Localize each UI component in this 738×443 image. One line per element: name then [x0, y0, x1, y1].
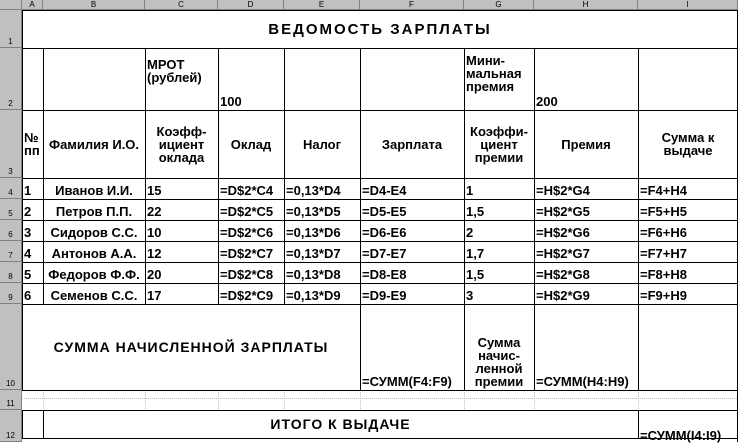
header-salary[interactable]: Зарплата [381, 136, 443, 152]
column-header-c[interactable]: C [145, 0, 218, 10]
column-header-f[interactable]: F [360, 0, 464, 10]
cell-payout[interactable]: =F9+H9 [640, 288, 687, 303]
header-payout[interactable]: Сумма к выдаче [661, 130, 715, 158]
header-salary-coef[interactable]: Коэфф- ициент оклада [156, 123, 207, 165]
cell-premium[interactable]: =H$2*G4 [536, 183, 590, 198]
cell-payout[interactable]: =F7+H7 [640, 246, 687, 261]
cell-base-pay[interactable]: =D$2*C9 [220, 288, 274, 303]
cell-payout[interactable]: =F6+H6 [640, 225, 687, 240]
cell-premium[interactable]: =H$2*G9 [536, 288, 590, 303]
header-premium-coef[interactable]: Коэффи- циент премии [470, 123, 528, 165]
cell-payout[interactable]: =F5+H5 [640, 204, 687, 219]
column-header-h[interactable]: H [534, 0, 638, 10]
column-header-e[interactable]: E [284, 0, 360, 10]
header-name[interactable]: Фамилия И.О. [48, 136, 140, 152]
total-salary-label[interactable]: СУММА НАЧИСЛЕННОЙ ЗАРПЛАТЫ [53, 338, 329, 355]
cell-tax[interactable]: =0,13*D7 [286, 246, 341, 261]
cell-premium[interactable]: =H$2*G6 [536, 225, 590, 240]
cell-num[interactable]: 1 [24, 183, 32, 198]
cell-salary-coef[interactable]: 10 [147, 225, 162, 240]
mrot-value[interactable]: 100 [220, 94, 242, 109]
row-header-5[interactable]: 5 [0, 199, 22, 220]
cell-tax[interactable]: =0,13*D5 [286, 204, 341, 219]
cell-base-pay[interactable]: =D$2*C6 [220, 225, 274, 240]
column-header-i[interactable]: I [638, 0, 738, 10]
cell-tax[interactable]: =0,13*D4 [286, 183, 341, 198]
cell-salary-coef[interactable]: 15 [147, 183, 162, 198]
cell-name[interactable]: Федоров Ф.Ф. [48, 267, 140, 282]
row-header-8[interactable]: 8 [0, 262, 22, 283]
cell-num[interactable]: 5 [24, 267, 32, 282]
cell-salary-coef[interactable]: 22 [147, 204, 162, 219]
sheet-title[interactable]: ВЕДОМОСТЬ ЗАРПЛАТЫ [268, 20, 492, 38]
cell-base-pay[interactable]: =D$2*C4 [220, 183, 274, 198]
cell-base-pay[interactable]: =D$2*C8 [220, 267, 274, 282]
row-header-9[interactable]: 9 [0, 283, 22, 304]
cell-num[interactable]: 4 [24, 246, 32, 261]
cell-salary-coef[interactable]: 20 [147, 267, 162, 282]
cell-premium[interactable]: =H$2*G7 [536, 246, 590, 261]
header-tax[interactable]: Налог [302, 136, 342, 152]
cell-salary[interactable]: =D8-E8 [362, 267, 407, 282]
cell-salary[interactable]: =D4-E4 [362, 183, 407, 198]
column-header-b[interactable]: B [43, 0, 145, 10]
row-header-11[interactable]: 11 [0, 390, 22, 410]
column-header-a[interactable]: A [22, 0, 43, 10]
cell-name[interactable]: Семенов С.С. [50, 288, 138, 303]
cell-salary[interactable]: =D6-E6 [362, 225, 407, 240]
row-header-2[interactable]: 2 [0, 48, 22, 110]
cell-salary-coef[interactable]: 12 [147, 246, 162, 261]
header-num[interactable]: № пп [24, 130, 40, 158]
row-header-10[interactable]: 10 [0, 304, 22, 390]
cell-tax[interactable]: =0,13*D9 [286, 288, 341, 303]
cell-base-pay[interactable]: =D$2*C5 [220, 204, 274, 219]
cell-tax[interactable]: =0,13*D8 [286, 267, 341, 282]
cell-num[interactable]: 6 [24, 288, 32, 303]
cell-name[interactable]: Петров П.П. [55, 204, 133, 219]
row-header-3[interactable]: 3 [0, 110, 22, 178]
min-premium-value[interactable]: 200 [536, 94, 558, 109]
row-header-6[interactable]: 6 [0, 220, 22, 241]
cell-num[interactable]: 3 [24, 225, 32, 240]
cell-premium-coef[interactable]: 1,5 [466, 204, 485, 219]
cell-base-pay[interactable]: =D$2*C7 [220, 246, 274, 261]
cell-premium-coef[interactable]: 2 [466, 225, 474, 240]
cell-payout[interactable]: =F8+H8 [640, 267, 687, 282]
cell-premium-coef[interactable]: 1,5 [466, 267, 485, 282]
cell-salary[interactable]: =D9-E9 [362, 288, 407, 303]
row-header-7[interactable]: 7 [0, 241, 22, 262]
row-header-1[interactable]: 1 [0, 10, 22, 48]
total-premium-label[interactable]: Сумма начис- ленной премии [474, 335, 524, 389]
column-header-g[interactable]: G [464, 0, 534, 10]
total-payout-label[interactable]: ИТОГО К ВЫДАЧЕ [270, 415, 411, 432]
cell-premium-coef[interactable]: 1 [466, 183, 474, 198]
row-header-4[interactable]: 4 [0, 178, 22, 199]
column-header-d[interactable]: D [218, 0, 284, 10]
cell-name[interactable]: Сидоров С.С. [50, 225, 138, 240]
cell-salary-coef[interactable]: 17 [147, 288, 162, 303]
mrot-label[interactable]: МРОТ (рублей) [147, 57, 202, 85]
cell-name[interactable]: Антонов А.А. [51, 246, 137, 261]
cell-num[interactable]: 2 [24, 204, 32, 219]
cell-salary[interactable]: =D5-E5 [362, 204, 407, 219]
min-premium-label[interactable]: Мини- мальная премия [466, 53, 522, 94]
header-base-pay[interactable]: Оклад [230, 136, 272, 152]
cell-premium-coef[interactable]: 1,7 [466, 246, 485, 261]
cell-premium-coef[interactable]: 3 [466, 288, 474, 303]
cell-name[interactable]: Иванов И.И. [55, 183, 133, 198]
cell-tax[interactable]: =0,13*D6 [286, 225, 341, 240]
header-premium[interactable]: Премия [561, 136, 611, 152]
total-premium-formula[interactable]: =СУММ(H4:H9) [536, 374, 629, 389]
row-header-12[interactable]: 12 [0, 410, 22, 442]
total-salary-formula[interactable]: =СУММ(F4:F9) [362, 374, 452, 389]
total-payout-formula[interactable]: =СУММ(I4:I9) [640, 428, 722, 443]
cell-salary[interactable]: =D7-E7 [362, 246, 407, 261]
cell-premium[interactable]: =H$2*G8 [536, 267, 590, 282]
cell-payout[interactable]: =F4+H4 [640, 183, 687, 198]
cell-premium[interactable]: =H$2*G5 [536, 204, 590, 219]
